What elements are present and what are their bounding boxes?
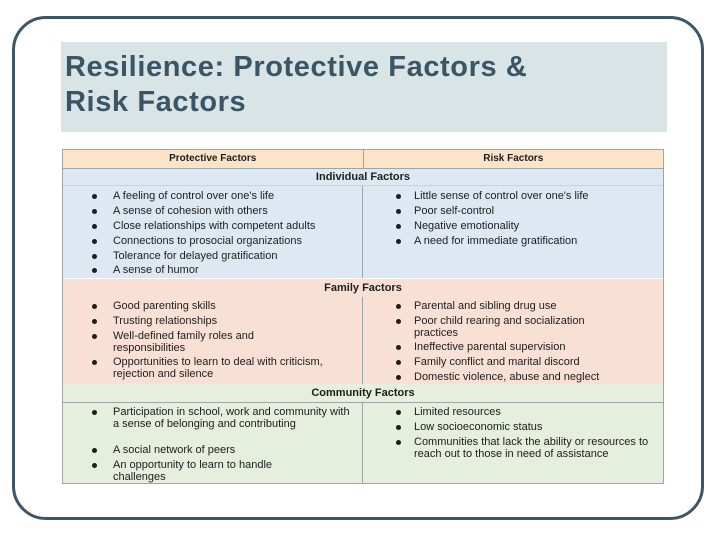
- factors-table: [62, 149, 664, 484]
- bullet-icon: [396, 410, 401, 415]
- bullet-icon: [396, 360, 401, 365]
- section-title-community: Community Factors: [63, 384, 663, 403]
- list-item-text: An opportunity to learn to handle challenges: [113, 459, 273, 483]
- section-community: [63, 384, 663, 483]
- list-item-text: Parental and sibling drug use: [414, 300, 557, 312]
- list-item-text: Participation in school, work and community with a sense of belonging and contributing: [113, 406, 350, 430]
- bullet-icon: [396, 375, 401, 380]
- bullet-icon: [92, 410, 97, 415]
- list-item-text: Opportunities to learn to deal with criticism, rejection and silence: [113, 356, 323, 380]
- bullet-icon: [396, 304, 401, 309]
- bullet-icon: [396, 440, 401, 445]
- header-risk-factors: Risk Factors: [483, 153, 544, 164]
- bullet-icon: [92, 360, 97, 365]
- family-protective-list: [63, 297, 363, 384]
- individual-protective-list: [63, 186, 363, 278]
- list-item-text: A need for immediate gratification: [414, 235, 578, 247]
- bullet-icon: [92, 448, 97, 453]
- list-item-text: Domestic violence, abuse and neglect: [414, 371, 600, 383]
- list-item-text: Connections to prosocial organizations: [113, 235, 302, 247]
- section-individual: [63, 169, 663, 278]
- list-item-text: Tolerance for delayed gratification: [113, 250, 278, 262]
- community-protective-list: [63, 403, 363, 483]
- bullet-icon: [92, 254, 97, 259]
- bullet-icon: [396, 319, 401, 324]
- title-band: [61, 42, 667, 135]
- bullet-icon: [396, 239, 401, 244]
- bullet-icon: [92, 268, 97, 273]
- bullet-icon: [92, 304, 97, 309]
- slide-title: [65, 50, 665, 120]
- list-item-text: A sense of cohesion with others: [113, 205, 268, 217]
- section-title-family: Family Factors: [63, 278, 663, 298]
- list-item-text: Limited resources: [414, 406, 501, 418]
- bullet-icon: [396, 224, 401, 229]
- list-item-text: Negative emotionality: [414, 220, 520, 232]
- list-item-text: Communities that lack the ability or resources to reach out to those in need of assistance: [414, 436, 649, 460]
- bullet-icon: [396, 209, 401, 214]
- list-item-text: Poor self-control: [414, 205, 495, 217]
- section-body-individual: [63, 186, 663, 278]
- bullet-icon: [92, 319, 97, 324]
- list-item-text: Good parenting skills: [113, 300, 216, 312]
- section-body-family: [63, 297, 663, 384]
- slide-title-line-2: Risk Factors: [65, 86, 247, 118]
- section-title-individual: Individual Factors: [63, 169, 663, 186]
- list-item-text: A sense of humor: [113, 264, 199, 276]
- slide-title-line-1: Resilience: Protective Factors &: [65, 51, 528, 83]
- section-body-community: [63, 403, 663, 483]
- list-item-text: Ineffective parental supervision: [414, 341, 566, 353]
- bullet-icon: [92, 463, 97, 468]
- bullet-icon: [92, 334, 97, 339]
- list-item-text: Poor child rearing and socialization practices: [414, 315, 585, 339]
- bullet-icon: [92, 194, 97, 199]
- table-header-row: [63, 150, 663, 169]
- bullet-icon: [92, 209, 97, 214]
- bullet-icon: [396, 425, 401, 430]
- list-item-text: A feeling of control over one's life: [113, 190, 275, 202]
- bullet-icon: [396, 194, 401, 199]
- list-item-text: Low socioeconomic status: [414, 421, 543, 433]
- bullet-icon: [92, 239, 97, 244]
- list-item-text: Trusting relationships: [113, 315, 218, 327]
- list-item-text: Close relationships with competent adults: [113, 220, 316, 232]
- list-item-text: Well-defined family roles and responsibilities: [113, 330, 255, 354]
- list-item-text: Little sense of control over one's life: [414, 190, 589, 202]
- section-family: [63, 278, 663, 384]
- bullet-icon: [396, 345, 401, 350]
- bullet-icon: [92, 224, 97, 229]
- list-item-text: A social network of peers: [113, 444, 236, 456]
- header-protective-factors: Protective Factors: [63, 150, 364, 168]
- list-item-text: Family conflict and marital discord: [414, 356, 580, 368]
